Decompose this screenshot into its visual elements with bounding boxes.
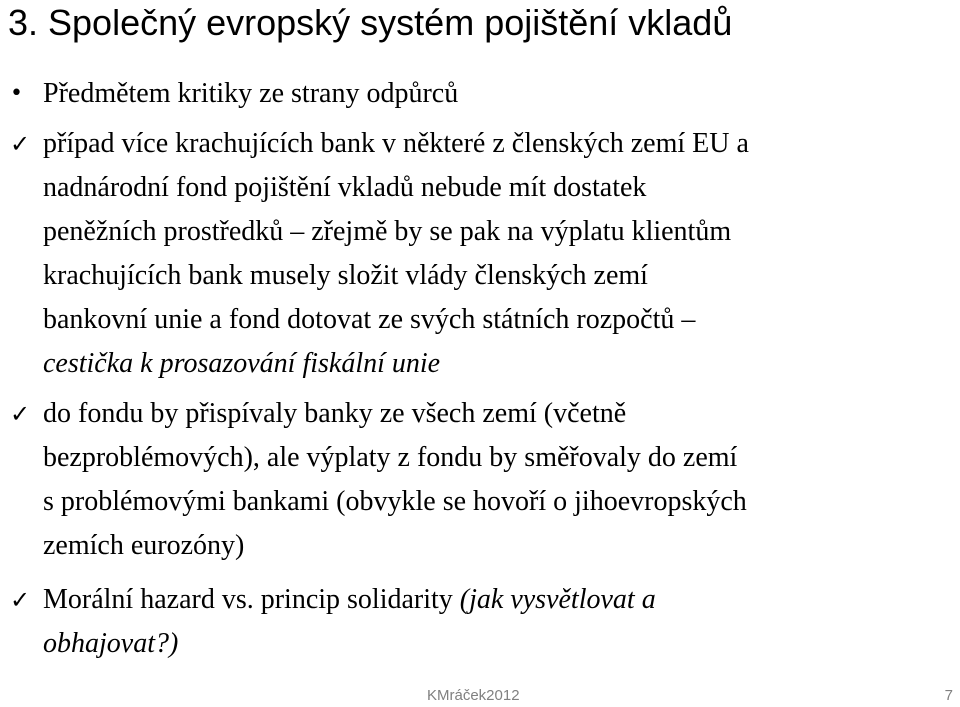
- moral-hazard-normal-text: Morální hazard vs. princip solidarity: [43, 584, 460, 615]
- check-item-fund-contributions: [0, 392, 960, 568]
- italic-paragraph-line: cestička k prosazování fiskální unie: [43, 348, 441, 379]
- bullet-item-criticism: [0, 72, 960, 116]
- check-mark-icon: ✓: [10, 130, 31, 158]
- paragraph-line: bezproblémových), ale výplaty z fondu by směřovaly do zemí: [43, 442, 738, 473]
- bullet-dot-icon: •: [10, 81, 23, 106]
- bullet-line: Předmětem kritiky ze strany odpůrců: [43, 78, 459, 109]
- slide-title: 3. Společný evropský systém pojištění vkladů: [8, 2, 733, 43]
- check-mark-icon: ✓: [10, 586, 31, 614]
- footer-author: KMráček2012: [427, 687, 520, 704]
- paragraph-line: případ více krachujících bank v některé z členských zemí EU a: [43, 128, 749, 159]
- moral-hazard-line: [43, 578, 656, 622]
- check-mark-icon: ✓: [10, 400, 31, 428]
- paragraph-line: do fondu by přispívaly banky ze všech zemí (včetně: [43, 398, 627, 429]
- paragraph-line: zemích eurozóny): [43, 530, 245, 561]
- paragraph-line: s problémovými bankami (obvykle se hovoří o jihoevropských: [43, 486, 747, 517]
- paragraph-line: nadnárodní fond pojištění vkladů nebude mít dostatek: [43, 172, 647, 203]
- paragraph-line: bankovní unie a fond dotovat ze svých státních rozpočtů –: [43, 304, 696, 335]
- check-item-moral-hazard: [0, 578, 960, 666]
- paragraph-line: peněžních prostředků – zřejmě by se pak na výplatu klientům: [43, 216, 732, 247]
- paragraph-line: krachujících bank musely složit vlády členských zemí: [43, 260, 648, 291]
- italic-paragraph-line: obhajovat?): [43, 628, 179, 659]
- check-item-bank-failure: [0, 122, 960, 386]
- page-number: 7: [944, 687, 953, 704]
- moral-hazard-italic-text: (jak vysvětlovat a: [459, 584, 656, 615]
